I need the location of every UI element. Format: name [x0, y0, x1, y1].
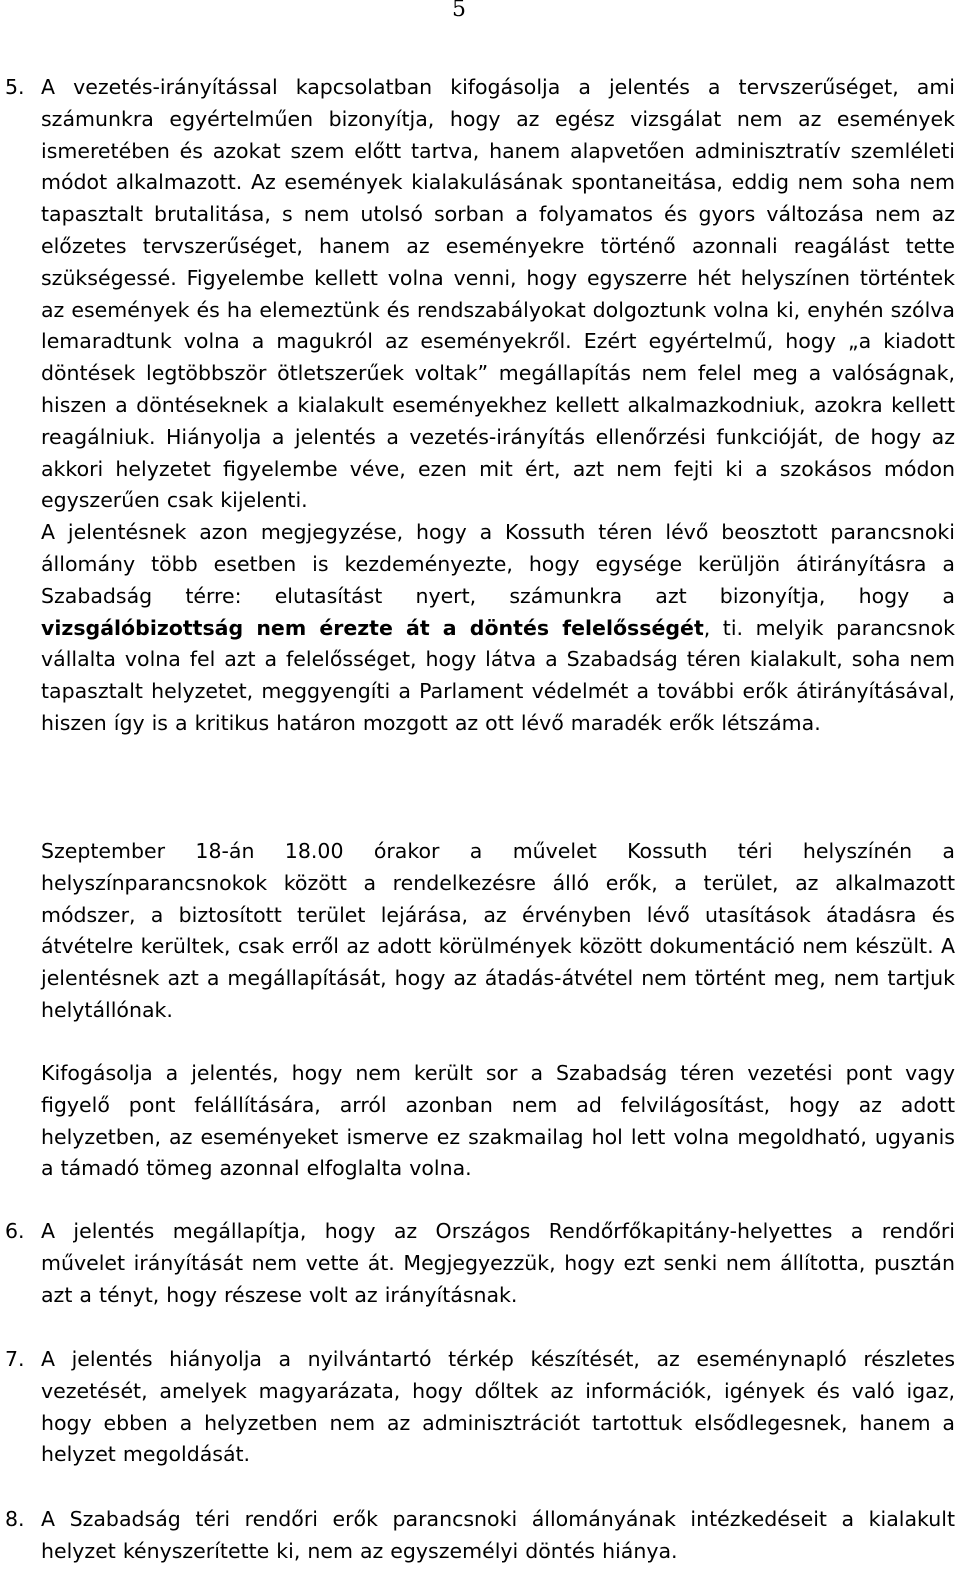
item-7-text: A jelentés hiányolja a nyilvántartó térkép készítését, az eseménynapló részletes vezetését, amelyek magyarázata, hogy dőltek az információk, igények és való igaz, hogy ebben a helyzetben nem az adminisztrációt tartottuk elsődlegesnek, hanem a helyzet megoldását.: [41, 1347, 955, 1467]
page-number: 5: [452, 0, 466, 22]
item-5-number: 5.: [5, 75, 25, 99]
item-6: [5, 1216, 955, 1311]
item-8-number: 8.: [5, 1507, 25, 1531]
item-5-paragraph-4: Kifogásolja a jelentés, hogy nem került sor a Szabadság téren vezetési pont vagy figyelő pont felállítására, arról azonban nem ad felvilágosítást, hogy az adott helyzetben, az eseményeket ismerve ez szakmailag hol lett volna megoldható, ugyanis a támadó tömeg azonnal elfoglalta volna.: [41, 1061, 955, 1181]
item-5-paragraph-4-block: [41, 1058, 955, 1185]
item-8: [5, 1504, 955, 1568]
item-5-paragraph-3: Szeptember 18-án 18.00 órakor a művelet Kossuth téri helyszínén a helyszínparancsnokok között a rendelkezésre álló erők, a terület, az alkalmazott módszer, a biztosított terület lejárása, az érvényben lévő utasítások átadásra és átvételre kerültek, csak erről az adott körülmények között dokumentáció nem készült. A jelentésnek azt a megállapítását, hogy az átadás-átvétel nem történt meg, nem tartjuk helytállónak.: [41, 839, 955, 1022]
item-6-number: 6.: [5, 1219, 25, 1243]
item-5-paragraph-1: A vezetés-irányítással kapcsolatban kifogásolja a jelentés a tervszerűséget, ami számunkra egyértelműen bizonyítja, hogy az egész vizsgálat nem az események ismeretében és azokat szem előtt tartva, hanem alapvetően adminisztratív szemléleti módot alkalmazott. Az események kialakulásának spontaneitása, eddig nem soha nem tapasztalt brutalitása, s nem utolsó sorban a folyamatos és gyors változása nem az előzetes tervszerűséget, hanem az eseményekre történő azonnali reagálást tette szükségessé. Figyelembe kellett volna venni, hogy egyszerre hét helyszínen történtek az események és ha elemeztünk és rendszabályokat dolgoztunk volna ki, enyhén szólva lemaradtunk volna a magukról az eseményekről. Ezért egyértelmű, hogy „a kiadott döntések legtöbbször ötletszerűek voltak” megállapítás nem felel meg a valóságnak, hiszen a döntéseknek a kialakult eseményekhez kellett alkalmazkodniuk, azokra kellett reagálniuk. Hiányolja a jelentés a vezetés-irányítás ellenőrzési funkcióját, de hogy az akkori helyzetet figyelembe véve, ezen mit ért, azt nem fejti ki a szokásos módon egyszerűen csak kijelenti.: [41, 75, 955, 513]
item-5-paragraph-3-block: [41, 836, 955, 1027]
item-5-paragraph-2-text-a: A jelentésnek azon megjegyzése, hogy a Kossuth téren lévő beosztott parancsnoki állomány több esetben is kezdeményezte, hogy egysége kerüljön átirányításra a Szabadság térre: elutasítást nyert, számunkra azt bizonyítja, hogy a: [41, 520, 955, 608]
item-5: [5, 72, 955, 740]
item-5-paragraph-2: [41, 517, 955, 740]
item-8-text: A Szabadság téri rendőri erők parancsnoki állományának intézkedéseit a kialakult helyzet kényszerítette ki, nem az egyszemélyi döntés hiánya.: [41, 1507, 955, 1563]
item-6-text: A jelentés megállapítja, hogy az Országos Rendőrfőkapitány-helyettes a rendőri művelet irányítását nem vette át. Megjegyezzük, hogy ezt senki nem állította, pusztán azt a tényt, hogy részese volt az irányításnak.: [41, 1219, 955, 1307]
item-7-number: 7.: [5, 1347, 25, 1371]
item-5-paragraph-2-bold: vizsgálóbizottság nem érezte át a döntés felelősségét: [41, 615, 704, 640]
item-5-paragraph-2-text-b: , ti. melyik parancsnok vállalta volna fel azt a felelősséget, hogy látva a Szabadság téren kialakult, soha nem tapasztalt helyzetet, meggyengíti a Parlament védelmét a további erők átirányításával, hiszen így is a kritikus határon mozgott az ott lévő maradék erők létszáma.: [41, 615, 955, 735]
item-7: [5, 1344, 955, 1471]
